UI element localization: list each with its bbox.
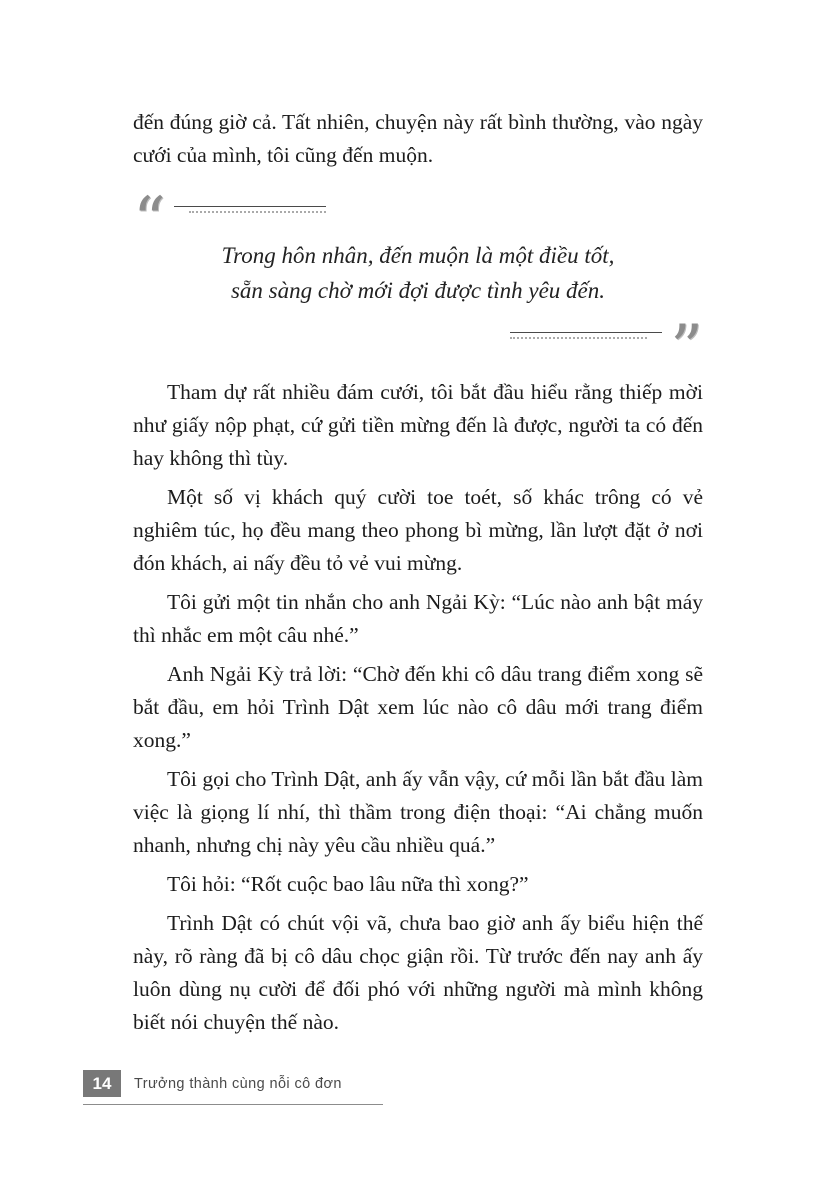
dotted-divider: [510, 337, 647, 339]
page-number: 14: [83, 1070, 121, 1097]
paragraph: Tham dự rất nhiều đám cưới, tôi bắt đầu hiểu rằng thiếp mời như giấy nộp phạt, cứ gửi tiền mừng đến là được, người ta có đến hay không thì tùy.: [133, 380, 703, 470]
paragraph: đến đúng giờ cả. Tất nhiên, chuyện này rất bình thường, vào ngày cưới của mình, tôi cũng đến muộn.: [133, 110, 703, 167]
quote-line: sẵn sàng chờ mới đợi được tình yêu đến.: [230, 278, 605, 303]
paragraph: Một số vị khách quý cười toe toét, số khác trông có vẻ nghiêm túc, họ đều mang theo phong bì mừng, lần lượt đặt ở nơi đón khách, ai nấy đều tỏ vẻ vui mừng.: [133, 485, 703, 575]
quote-close-lines: [510, 332, 662, 339]
paragraph: Anh Ngải Kỳ trả lời: “Chờ đến khi cô dâu trang điểm xong sẽ bắt đầu, em hỏi Trình Dật xem lúc nào cô dâu mới trang điểm xong.”: [133, 662, 703, 752]
quote-line: Trong hôn nhân, đến muộn là một điều tốt,: [221, 243, 615, 268]
pull-quote: [133, 184, 703, 386]
paragraph: Tôi gửi một tin nhắn cho anh Ngải Kỳ: “Lúc nào anh bật máy thì nhắc em một câu nhé.”: [133, 590, 703, 647]
page-content: [133, 106, 703, 1045]
solid-divider: [174, 206, 326, 207]
paragraph: Tôi gọi cho Trình Dật, anh ấy vẫn vậy, cứ mỗi lần bắt đầu làm việc là giọng lí nhí, thì thầm trong điện thoại: “Ai chẳng muốn nhanh, nhưng chị này yêu cầu nhiều quá.”: [133, 767, 703, 857]
quote-open-lines: [174, 206, 326, 213]
quote-text: [133, 238, 703, 308]
paragraph: Tôi hỏi: “Rốt cuộc bao lâu nữa thì xong?”: [167, 872, 529, 896]
quote-open-decoration: “: [133, 190, 703, 228]
solid-divider: [510, 332, 662, 333]
paragraph: Trình Dật có chút vội vã, chưa bao giờ anh ấy biểu hiện thế này, rõ ràng đã bị cô dâu chọc giận rồi. Từ trước đến nay anh ấy luôn dùng nụ cười để đối phó với những người mà mình không biết nói chuyện thế nào.: [133, 911, 703, 1034]
page-footer: [83, 1070, 383, 1105]
quote-close-decoration: ”: [133, 316, 703, 354]
running-title: Trưởng thành cùng nỗi cô đơn: [134, 1075, 342, 1092]
dotted-divider: [189, 211, 326, 213]
